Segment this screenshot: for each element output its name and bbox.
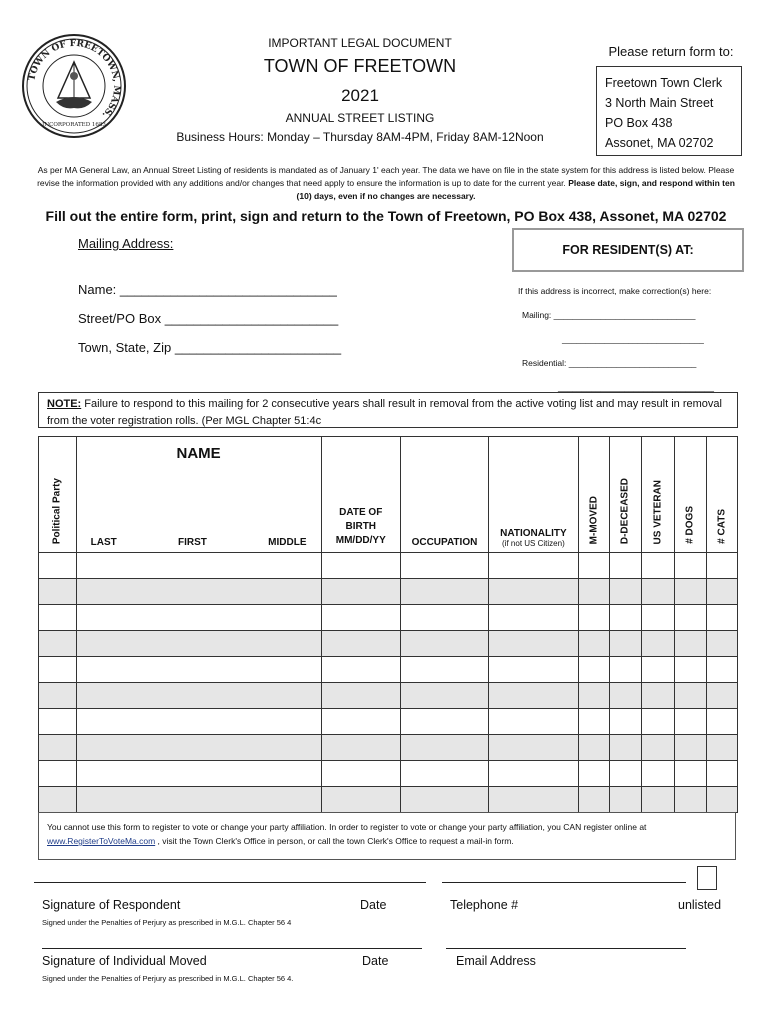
listing-title: ANNUAL STREET LISTING	[285, 111, 435, 125]
return-line: Assonet, MA 02702	[605, 136, 714, 150]
return-line: Freetown Town Clerk	[605, 76, 723, 90]
col-cats: # CATS	[706, 437, 737, 553]
table-row[interactable]	[39, 787, 738, 813]
col-first: FIRST	[178, 537, 207, 548]
col-last: LAST	[90, 537, 117, 548]
col-middle: MIDDLE	[268, 537, 307, 548]
date-label: Date	[360, 898, 387, 912]
town-title: TOWN OF FREETOWN	[263, 56, 457, 76]
unlisted-checkbox[interactable]	[697, 866, 717, 890]
individual-signature-line[interactable]	[42, 948, 422, 949]
col-dogs: # DOGS	[675, 437, 706, 553]
telephone-label: Telephone #	[450, 898, 519, 912]
respondent-signature-label: Signature of Respondent	[42, 898, 181, 912]
name-header: NAME	[176, 445, 221, 462]
header-kicker: IMPORTANT LEGAL DOCUMENT	[268, 36, 452, 50]
email-label: Email Address	[456, 954, 536, 968]
intro-text: As per MA General Law, an Annual Street Listing of residents is mandated as of January 1' each year. The data we have on file in the state system for this address is listed below. Please revise the information provided with any additions and/or changes that need apply to ensure the information is up to date for the current year.	[37, 165, 735, 188]
intro-paragraph	[36, 164, 736, 203]
notice-text: You cannot use this form to register to vote or change your party affiliation. In order to register to vote or change your party affiliation, you CAN register online at	[47, 822, 647, 832]
street-field[interactable]: Street/PO Box ________________________	[78, 311, 339, 326]
table-row[interactable]	[39, 657, 738, 683]
col-political-party: Political Party	[39, 437, 77, 553]
intro-bold: Please date, sign, and respond within ten (10) days, even if no changes are necessary.	[296, 178, 735, 201]
mailing-address-label: Mailing Address:	[78, 236, 174, 251]
table-row[interactable]	[39, 761, 738, 787]
register-link[interactable]: www.RegisterToVoteMa.com	[47, 836, 156, 846]
col-dob: DATE OF BIRTH MM/DD/YY	[321, 437, 401, 553]
voter-registration-notice	[38, 812, 736, 860]
mailing-correction-field[interactable]: Mailing: ______________________________	[522, 310, 696, 320]
table-row[interactable]	[39, 605, 738, 631]
resident-title: FOR RESIDENT(S) AT:	[562, 243, 694, 257]
individual-signature-label: Signature of Individual Moved	[42, 954, 207, 968]
email-line[interactable]	[446, 948, 686, 949]
resident-box	[512, 228, 744, 272]
respondent-perjury-note: Signed under the Penalties of Perjury as prescribed in M.G.L. Chapter 56 4	[42, 918, 292, 927]
col-veteran: US VETERAN	[641, 437, 674, 553]
name-field[interactable]: Name: ______________________________	[78, 282, 337, 297]
seal-ring-text: TOWN OF FREETOWN, MASS.	[27, 38, 122, 120]
correction-note: If this address is incorrect, make correction(s) here:	[518, 286, 712, 296]
residential-correction-field[interactable]: Residential: ___________________________	[522, 358, 697, 368]
col-deceased: D-DECEASED	[610, 437, 641, 553]
return-line: 3 North Main Street	[605, 96, 714, 110]
mailing-correction-line2[interactable]: ______________________________	[562, 334, 704, 344]
telephone-line[interactable]	[442, 882, 686, 883]
table-row[interactable]	[39, 579, 738, 605]
return-address-box	[596, 66, 742, 156]
business-hours: Business Hours: Monday – Thursday 8AM-4PM, Friday 8AM-12Noon	[176, 130, 544, 144]
year: 2021	[341, 86, 379, 105]
note-box	[38, 392, 738, 428]
note-label: NOTE:	[47, 398, 82, 410]
town-state-zip-field[interactable]: Town, State, Zip _______________________	[78, 340, 342, 355]
note-text: Failure to respond to this mailing for 2 consecutive years shall result in removal from the active voting list and may result in removal from the voter registration rolls. (Per MGL Chapter 51:4c	[47, 398, 722, 427]
resident-listing-table	[38, 436, 738, 813]
respondent-signature-line[interactable]	[34, 882, 426, 883]
table-row[interactable]	[39, 709, 738, 735]
seal-bottom-text: INCORPORATED 1683	[42, 122, 106, 128]
individual-perjury-note: Signed under the Penalties of Perjury as prescribed in M.G.L. Chapter 56 4.	[42, 974, 294, 983]
col-moved: M-MOVED	[578, 437, 609, 553]
instruction: Fill out the entire form, print, sign and return to the Town of Freetown, PO Box 438, Assonet, MA 02702	[45, 208, 727, 224]
date2-label: Date	[362, 954, 389, 968]
town-seal	[20, 32, 128, 140]
table-row[interactable]	[39, 735, 738, 761]
table-row[interactable]	[39, 553, 738, 579]
return-line: PO Box 438	[605, 116, 673, 130]
col-nationality: NATIONALITY (if not US Citizen)	[488, 437, 578, 553]
table-row[interactable]	[39, 631, 738, 657]
unlisted-label: unlisted	[678, 898, 722, 912]
table-row[interactable]	[39, 683, 738, 709]
notice-text-2: , visit the Town Clerk's Office in person, or call the town Clerk's Office to request a mail-in form.	[155, 836, 514, 846]
table-header-row	[39, 437, 738, 553]
return-label: Please return form to:	[608, 44, 734, 59]
col-name	[76, 437, 321, 553]
col-occupation: OCCUPATION	[401, 437, 489, 553]
residential-correction-line2[interactable]: _________________________________	[558, 382, 715, 392]
